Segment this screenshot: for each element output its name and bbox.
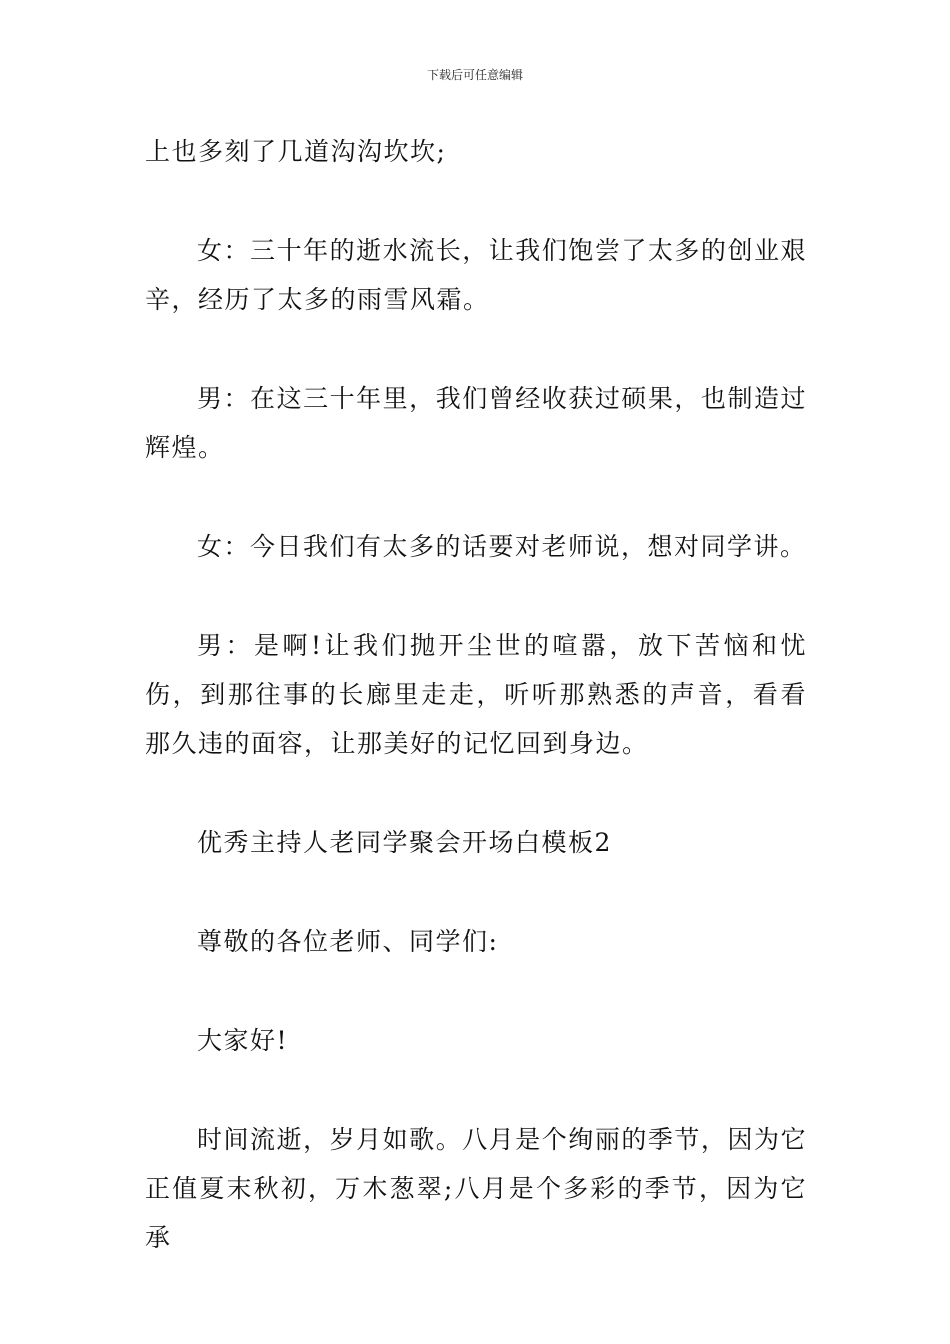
greeting: 大家好! — [197, 1026, 289, 1055]
paragraph-5: 男：是啊!让我们抛开尘世的喧嚣，放下苦恼和忧伤，到那往事的长廊里走走，听听那熟悉的声音，看看那久违的面容，让那美好的记忆回到身边。 — [145, 631, 807, 758]
section-title: 优秀主持人老同学聚会开场白模板2 — [197, 828, 612, 857]
document-body — [145, 127, 807, 1312]
page-header: 下载后可任意编辑 — [426, 68, 523, 82]
salutation: 尊敬的各位老师、同学们: — [197, 927, 499, 956]
paragraph-9: 时间流逝，岁月如歌。八月是个绚丽的季节，因为它正值夏末秋初，万木葱翠;八月是个多彩的季节，因为它承 — [145, 1125, 807, 1252]
paragraph-4: 女：今日我们有太多的话要对老师说，想对同学讲。 — [197, 532, 807, 561]
paragraph-2: 女：三十年的逝水流长，让我们饱尝了太多的创业艰辛，经历了太多的雨雪风霜。 — [145, 236, 807, 314]
paragraph-3: 男：在这三十年里，我们曾经收获过硕果，也制造过辉煌。 — [145, 384, 807, 462]
paragraph-1: 上也多刻了几道沟沟坎坎; — [145, 137, 447, 166]
